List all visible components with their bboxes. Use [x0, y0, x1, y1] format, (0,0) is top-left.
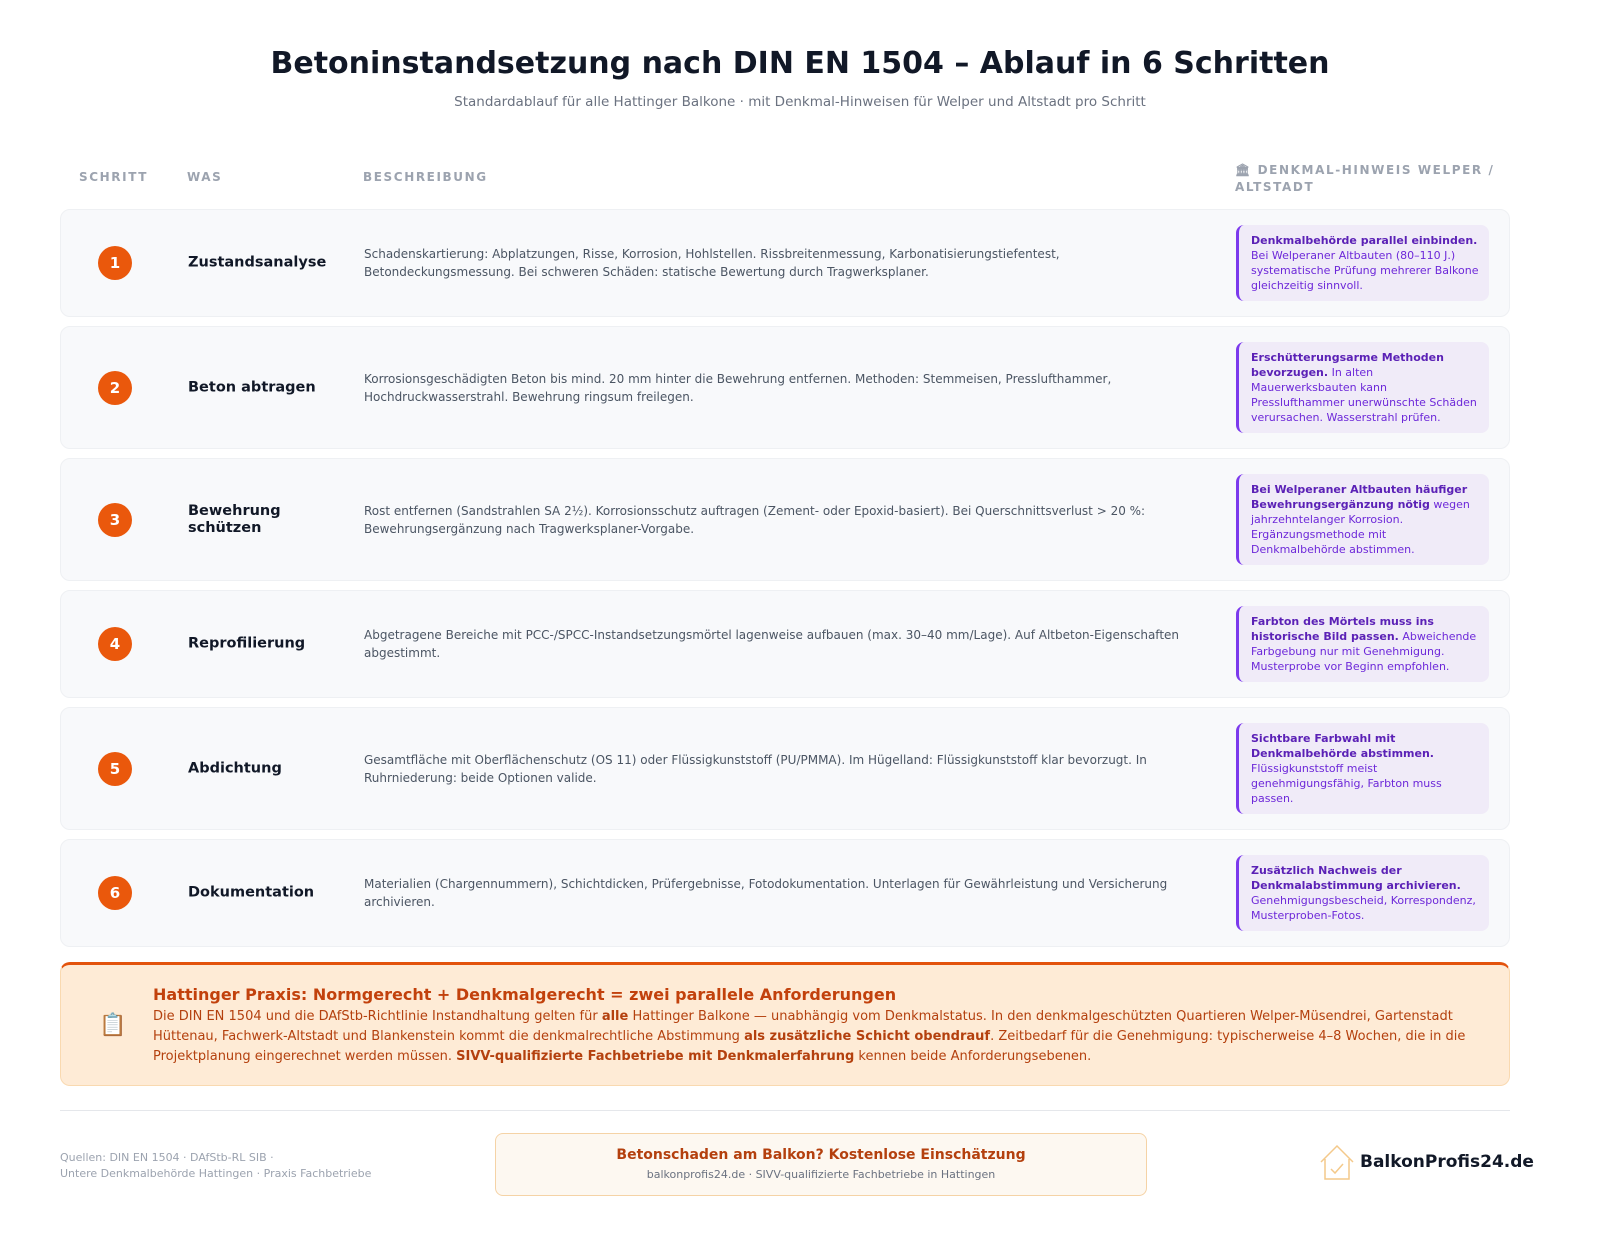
monument-note [1236, 474, 1489, 565]
column-header-step: SCHRITT [79, 170, 149, 184]
step-title: Bewehrung schützen [188, 502, 281, 536]
note-emphasis: Erschütterungsarme Methoden bevorzugen. [1251, 351, 1444, 379]
step-row [60, 326, 1510, 449]
practice-callout [60, 962, 1510, 1086]
step-number-badge: 6 [98, 876, 132, 910]
step-row [60, 209, 1510, 317]
cta-title[interactable]: Betonschaden am Balkon? Kostenlose Einschätzung [616, 1147, 1026, 1163]
logo[interactable] [1318, 1143, 1534, 1181]
note-emphasis: Denkmalbehörde parallel einbinden. [1251, 234, 1478, 247]
note-text: Bei Welperaner Altbauten (80–110 J.) systematische Prüfung mehrerer Balkone gleichzeitig sinnvoll. [1251, 249, 1479, 292]
step-row [60, 590, 1510, 698]
monument-note [1236, 723, 1489, 814]
column-header-what: WAS [187, 170, 223, 184]
column-header-description: BESCHREIBUNG [363, 170, 488, 184]
step-title: Zustandsanalyse [188, 254, 327, 271]
step-description: Materialien (Chargennummern), Schichtdicken, Prüfergebnisse, Fotodokumentation. Unterlagen für Gewährleistung und Versicherung archivieren. [364, 877, 1168, 909]
step-title: Dokumentation [188, 884, 315, 901]
step-description: Rost entfernen (Sandstrahlen SA 2½). Korrosionsschutz auftragen (Zement- oder Epoxid-basiert). Bei Querschnittsverlust > 20 %: Bewehrungsergänzung nach Tragwerksplaner-Vorgabe. [364, 503, 1146, 536]
steps-list [60, 209, 1510, 956]
page-title: Betoninstandsetzung nach DIN EN 1504 – Ablauf in 6 Schritten [270, 46, 1330, 81]
step-number-badge: 1 [98, 246, 132, 280]
cta-subtitle: balkonprofis24.de · SIVV-qualifizierte Fachbetriebe in Hattingen [646, 1168, 996, 1181]
step-description: Abgetragene Bereiche mit PCC-/SPCC-Instandsetzungsmörtel lagenweise aufbauen (max. 30–40 mm/Lage). Auf Altbeton-Eigenschaften abgestimmt. [364, 628, 1180, 660]
note-text: Abweichende Farbgebung nur mit Genehmigung. Musterprobe vor Beginn empfohlen. [1251, 630, 1477, 673]
step-number-badge: 2 [98, 371, 132, 405]
note-emphasis: Bei Welperaner Altbauten häufiger Bewehrungsergänzung nötig [1251, 483, 1468, 511]
sources [60, 1150, 371, 1182]
step-row [60, 458, 1510, 581]
step-title: Abdichtung [188, 760, 282, 776]
note-emphasis: Sichtbare Farbwahl mit Denkmalbehörde abstimmen. [1251, 732, 1434, 760]
step-row [60, 707, 1510, 830]
callout-title: Hattinger Praxis: Normgerecht + Denkmalgerecht = zwei parallele Anforderungen [153, 985, 897, 1004]
callout-body [153, 1007, 1473, 1067]
step-description: Schadenskartierung: Abplatzungen, Risse, Korrosion, Hohlstellen. Rissbreitenmessung, Karbonatisierungstiefentest, Betondeckungsmessung. Bei schweren Schäden: statische Bewertung durch Tragwerksplaner. [364, 247, 1060, 279]
page-subtitle: Standardablauf für alle Hattinger Balkone · mit Denkmal-Hinweisen für Welper und Altstadt pro Schritt [454, 94, 1146, 110]
table-header [60, 162, 1510, 202]
note-emphasis: Farbton des Mörtels muss ins historische Bild passen. [1251, 615, 1434, 643]
column-header-note: DENKMAL-HINWEIS WELPER / ALTSTADT [1235, 163, 1495, 194]
monument-icon: 🏛 [1235, 163, 1252, 177]
monument-note [1236, 225, 1489, 301]
monument-note [1236, 855, 1489, 931]
step-number-badge: 4 [98, 627, 132, 661]
step-row [60, 839, 1510, 947]
house-check-icon [1318, 1143, 1356, 1181]
note-text: wegen jahrzehntelanger Korrosion. Ergänzungsmethode mit Denkmalbehörde abstimmen. [1251, 498, 1470, 556]
cta-box[interactable] [495, 1133, 1147, 1196]
step-title: Reprofilierung [188, 635, 306, 652]
note-text: In alten Mauerwerksbauten kann Presslufthammer unerwünschte Schäden verursachen. Wasserstrahl prüfen. [1251, 366, 1477, 424]
step-description: Gesamtfläche mit Oberflächenschutz (OS 11) oder Flüssigkunststoff (PU/PMMA). Im Hügelland: Flüssigkunststoff klar bevorzugt. In Ruhrniederung: beide Optionen valide. [364, 752, 1147, 785]
callout-text: kennen beide Anforderungsebenen. [854, 1049, 1092, 1064]
callout-emphasis: als zusätzliche Schicht obendrauf [744, 1029, 991, 1044]
sources-line: Quellen: DIN EN 1504 · DAfStb-RL SIB · [60, 1151, 274, 1164]
monument-note [1236, 342, 1489, 433]
sources-line: Untere Denkmalbehörde Hattingen · Praxis Fachbetriebe [60, 1167, 372, 1180]
note-text: Genehmigungsbescheid, Korrespondenz, Musterproben-Fotos. [1251, 894, 1476, 922]
step-number-badge: 3 [98, 503, 132, 537]
callout-text: Die DIN EN 1504 und die DAfStb-Richtlinie Instandhaltung gelten für [153, 1009, 602, 1024]
callout-emphasis: alle [601, 1009, 629, 1024]
callout-text: Hattinger Balkone — unabhängig vom Denkmalstatus. In den denkmalgeschützten Quartieren Welper-Müsendrei, Gartenstadt Hüttenau, Fachwerk-Altstadt und Blankenstein kommt die denkmalrechtliche Abstimmung [153, 1009, 1453, 1044]
divider [60, 1110, 1510, 1111]
clipboard-icon: 📋 [99, 1013, 127, 1038]
monument-note [1236, 606, 1489, 682]
step-title: Beton abtragen [188, 379, 316, 395]
step-number-badge: 5 [98, 752, 132, 786]
note-emphasis: Zusätzlich Nachweis der Denkmalabstimmung archivieren. [1251, 864, 1461, 892]
note-text: Flüssigkunststoff meist genehmigungsfähig, Farbton muss passen. [1251, 762, 1442, 805]
callout-emphasis: SIVV-qualifizierte Fachbetriebe mit Denkmalerfahrung [456, 1049, 855, 1064]
logo-text: BalkonProfis24.de [1360, 1152, 1534, 1172]
callout-text: . Zeitbedarf für die Genehmigung: typischerweise 4–8 Wochen, die in die Projektplanung eingerechnet werden müssen. [153, 1029, 1466, 1064]
step-description: Korrosionsgeschädigten Beton bis mind. 20 mm hinter die Bewehrung entfernen. Methoden: Stemmeisen, Presslufthammer, Hochdruckwasserstrahl. Bewehrung ringsum freilegen. [364, 371, 1112, 404]
